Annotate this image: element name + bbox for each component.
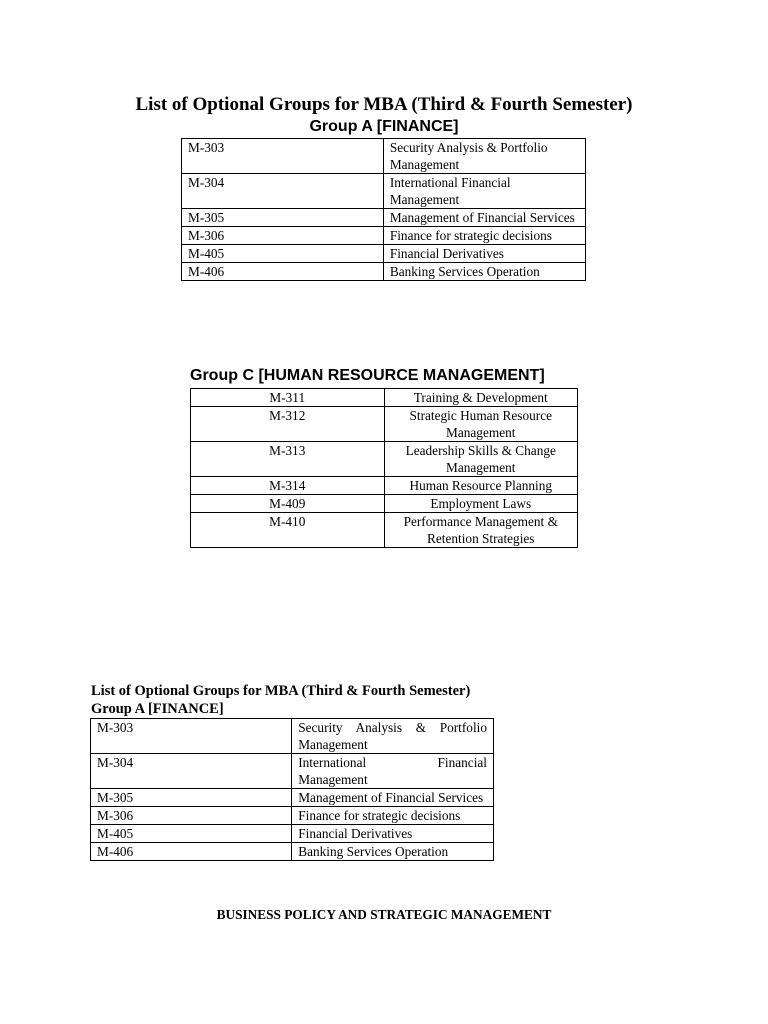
course-code: M-304 xyxy=(91,754,292,789)
course-name: Banking Services Operation xyxy=(383,263,585,281)
table-row xyxy=(191,407,578,442)
course-code: M-304 xyxy=(182,174,384,209)
course-code: M-305 xyxy=(182,209,384,227)
course-name: Management of Financial Services xyxy=(383,209,585,227)
course-code: M-312 xyxy=(191,407,385,442)
group-c-heading: Group C [HUMAN RESOURCE MANAGEMENT] xyxy=(190,367,545,384)
group-a-heading: Group A [FINANCE] xyxy=(309,118,459,135)
course-code: M-306 xyxy=(182,227,384,245)
section-heading: BUSINESS POLICY AND STRATEGIC MANAGEMENT xyxy=(216,907,552,922)
course-name: Employment Laws xyxy=(384,495,578,513)
table-row xyxy=(182,209,586,227)
finance-table-2 xyxy=(90,718,494,861)
course-name: Leadership Skills & Change Management xyxy=(384,442,578,477)
table-row xyxy=(191,389,578,407)
course-code: M-303 xyxy=(91,719,292,754)
course-code: M-314 xyxy=(191,477,385,495)
table-row xyxy=(91,807,494,825)
table-row xyxy=(91,754,494,789)
course-name: Training & Development xyxy=(384,389,578,407)
page-title: List of Optional Groups for MBA (Third & Fourth Semester) xyxy=(135,94,633,115)
course-name: International Financial Management xyxy=(292,754,494,789)
course-name: Finance for strategic decisions xyxy=(292,807,494,825)
course-name: Security Analysis & Portfolio Management xyxy=(292,719,494,754)
table-row xyxy=(191,442,578,477)
course-name: Human Resource Planning xyxy=(384,477,578,495)
course-name: Financial Derivatives xyxy=(383,245,585,263)
course-name: Financial Derivatives xyxy=(292,825,494,843)
table-row xyxy=(91,843,494,861)
course-code: M-306 xyxy=(91,807,292,825)
course-code: M-406 xyxy=(91,843,292,861)
course-code: M-409 xyxy=(191,495,385,513)
course-code: M-303 xyxy=(182,139,384,174)
group-a-heading-2: Group A [FINANCE] xyxy=(91,701,224,717)
table-row xyxy=(182,263,586,281)
section-title: List of Optional Groups for MBA (Third & Fourth Semester) xyxy=(91,683,471,699)
course-code: M-305 xyxy=(91,789,292,807)
course-name: Strategic Human Resource Management xyxy=(384,407,578,442)
table-row xyxy=(91,789,494,807)
table-row xyxy=(91,719,494,754)
course-name: Management of Financial Services xyxy=(292,789,494,807)
table-row xyxy=(191,495,578,513)
course-name: Security Analysis & Portfolio Management xyxy=(383,139,585,174)
course-name: Banking Services Operation xyxy=(292,843,494,861)
table-row xyxy=(191,513,578,548)
course-name: Performance Management & Retention Strategies xyxy=(384,513,578,548)
table-row xyxy=(182,139,586,174)
course-code: M-405 xyxy=(182,245,384,263)
finance-table xyxy=(181,138,586,281)
hrm-table xyxy=(190,388,578,548)
table-row xyxy=(91,825,494,843)
course-code: M-313 xyxy=(191,442,385,477)
course-code: M-405 xyxy=(91,825,292,843)
course-code: M-311 xyxy=(191,389,385,407)
table-row xyxy=(182,227,586,245)
table-row xyxy=(182,174,586,209)
course-name: Finance for strategic decisions xyxy=(383,227,585,245)
course-code: M-410 xyxy=(191,513,385,548)
course-code: M-406 xyxy=(182,263,384,281)
table-row xyxy=(182,245,586,263)
table-row xyxy=(191,477,578,495)
course-name: International Financial Management xyxy=(383,174,585,209)
